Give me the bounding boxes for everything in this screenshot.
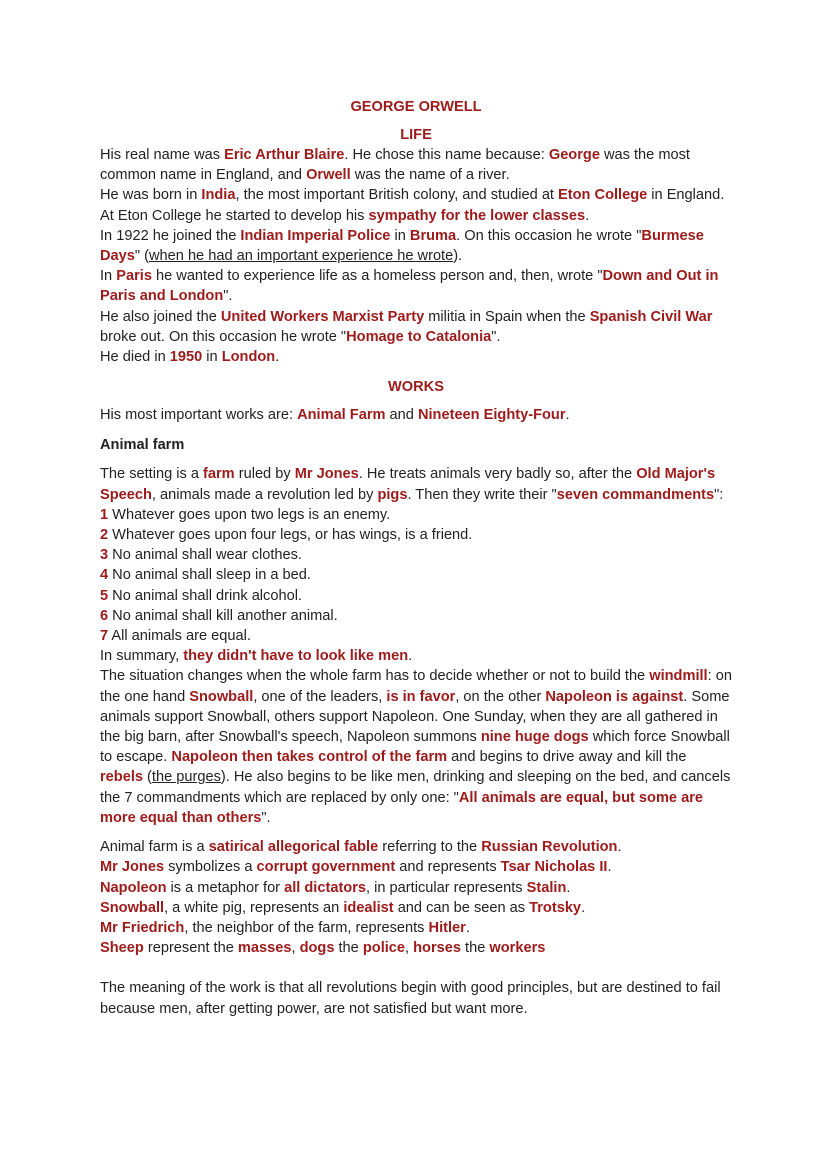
commandment-text: Whatever goes upon four legs, or has wings, is a friend.	[108, 527, 473, 544]
commandment-number: 5	[100, 587, 109, 604]
text-line	[100, 185, 732, 205]
body-text: ".	[261, 809, 271, 826]
highlight-text: nine huge dogs	[480, 729, 589, 746]
allegory-paragraph	[100, 837, 732, 958]
body-text: the	[334, 940, 363, 957]
text-line	[100, 145, 732, 185]
body-text: " (	[134, 248, 149, 265]
body-text: .	[275, 349, 280, 366]
section-heading-works: WORKS	[388, 379, 444, 396]
commandment-text: No animal shall drink alcohol.	[108, 587, 302, 604]
commandment-text: No animal shall kill another animal.	[108, 607, 338, 624]
highlight-text: seven commandments	[556, 486, 715, 503]
body-text: , on the other	[455, 688, 546, 705]
highlight-text: Burmese Days	[100, 227, 704, 265]
highlight-text: Animal Farm	[297, 407, 386, 424]
body-text: is a metaphor for	[166, 879, 285, 896]
commandment-item	[100, 586, 732, 606]
highlight-text: Mr Jones	[100, 859, 165, 876]
highlight-text: Paris	[116, 268, 152, 285]
body-text: In summary,	[100, 648, 184, 665]
body-text: and	[385, 407, 418, 424]
highlight-text: Mr Friedrich	[100, 919, 185, 936]
highlight-text: Napoleon is against	[545, 688, 684, 705]
highlight-text: Trotsky	[529, 899, 582, 916]
highlight-text: rebels	[100, 769, 143, 786]
highlight-text: Nineteen Eighty-Four	[417, 407, 566, 424]
highlight-text: idealist	[343, 899, 394, 916]
body-text: which force Snowball to escape.	[100, 729, 730, 766]
body-text: He died in	[100, 349, 170, 366]
highlight-text: Napoleon	[100, 879, 167, 896]
body-text: ). He also begins to be like men, drinking and sleeping on the bed, and cancels the 7 commandments which are replaced by only one: "	[100, 769, 731, 806]
commandment-item	[100, 505, 732, 525]
setting-paragraph	[100, 464, 732, 504]
body-text: militia in Spain when the	[424, 308, 590, 325]
commandment-item	[100, 626, 732, 646]
highlight-text: Russian Revolution	[481, 839, 618, 856]
commandment-number: 7	[100, 628, 109, 645]
body-text: His real name was	[100, 147, 225, 163]
highlight-text: Stalin	[526, 879, 567, 896]
highlight-text: farm	[203, 466, 235, 483]
highlight-text: workers	[489, 940, 546, 957]
highlight-text: All animals are equal, but some are more equal than others	[100, 789, 704, 826]
commandment-text: All animals are equal.	[108, 628, 251, 645]
highlight-text: Hitler	[428, 919, 466, 936]
highlight-text: sympathy for the lower classes	[368, 207, 586, 224]
highlight-text: Sheep	[100, 940, 144, 957]
commandment-item	[100, 525, 732, 545]
body-text: . He treats animals very badly so, after the	[358, 466, 637, 483]
highlight-text: London	[221, 349, 276, 366]
body-text: in	[202, 349, 222, 366]
body-text: He was born in	[100, 187, 202, 204]
commandment-text: Whatever goes upon two legs is an enemy.	[108, 506, 391, 523]
body-text: ruled by	[234, 466, 295, 483]
body-text: and represents	[395, 859, 501, 876]
body-text: (	[143, 769, 152, 786]
body-text: . He chose this name because:	[344, 147, 549, 163]
document-page	[100, 97, 732, 1019]
text-line	[100, 918, 732, 938]
highlight-text: Napoleon then takes control of the farm	[171, 749, 448, 766]
body-text: ":	[714, 486, 724, 503]
body-text: In	[100, 268, 117, 285]
highlight-text: pigs	[377, 486, 408, 503]
text-line	[100, 307, 732, 347]
commandments-list	[100, 505, 732, 646]
commandment-text: No animal shall sleep in a bed.	[108, 567, 311, 584]
highlight-text: Snowball	[100, 899, 165, 916]
highlight-text: windmill	[649, 668, 708, 685]
highlight-text: Indian Imperial Police	[240, 227, 391, 244]
highlight-text: George	[548, 147, 600, 163]
body-text: he wanted to experience life as a homeless person and, then, wrote "	[151, 268, 603, 285]
highlight-text: Old Major's Speech	[100, 466, 716, 503]
text-line	[100, 226, 732, 266]
highlight-text: all dictators	[284, 879, 367, 896]
commandment-text: No animal shall wear clothes.	[108, 547, 302, 564]
body-text: and begins to drive away and kill the	[447, 749, 687, 766]
text-line	[100, 347, 732, 367]
body-text: Animal farm is a	[100, 839, 209, 856]
commandment-number: 6	[100, 607, 109, 624]
text-line	[100, 938, 732, 958]
body-text: ".	[223, 288, 233, 305]
body-text: referring to the	[378, 839, 482, 856]
section-heading-life: LIFE	[400, 127, 432, 143]
body-text: in	[390, 227, 410, 244]
body-text: .	[566, 879, 571, 896]
body-text: .	[607, 859, 612, 876]
commandment-item	[100, 565, 732, 585]
body-text: , in particular represents	[366, 879, 527, 896]
subheading-animal-farm: Animal farm	[100, 437, 185, 454]
body-text: The setting is a	[100, 466, 204, 483]
body-text: ,	[405, 940, 414, 957]
highlight-text: police	[362, 940, 406, 957]
underlined-text: the purges	[151, 769, 221, 786]
body-text: His most important works are:	[100, 407, 298, 424]
text-line	[100, 898, 732, 918]
body-text: symbolizes a	[164, 859, 257, 876]
body-text: .	[565, 407, 570, 424]
body-text: At Eton College he started to develop his	[100, 207, 369, 224]
highlight-text: they didn't have to look like men	[183, 648, 409, 665]
body-text: , the most important British colony, and studied at	[235, 187, 559, 204]
highlight-text: 1950	[169, 349, 203, 366]
body-text: was the name of a river.	[350, 167, 510, 184]
body-text: In 1922 he joined the	[100, 227, 241, 244]
commandment-number: 1	[100, 506, 109, 523]
text-line	[100, 206, 732, 226]
body-text: , a white pig, represents an	[164, 899, 344, 916]
commandment-item	[100, 545, 732, 565]
highlight-text: dogs	[299, 940, 335, 957]
situation-paragraph	[100, 666, 732, 828]
commandment-number: 4	[100, 567, 109, 584]
body-text: ,	[291, 940, 300, 957]
summary-line	[100, 646, 732, 666]
text-line	[100, 266, 732, 306]
text-line	[100, 857, 732, 877]
commandment-number: 2	[100, 527, 109, 544]
highlight-text: corrupt government	[256, 859, 396, 876]
highlight-text: Mr Jones	[294, 466, 359, 483]
document-title: GEORGE ORWELL	[350, 99, 482, 115]
body-text: broke out. On this occasion he wrote "	[100, 328, 347, 345]
body-text: in England.	[647, 187, 725, 204]
body-text: .	[585, 207, 590, 224]
highlight-text: satirical allegorical fable	[208, 839, 379, 856]
body-text: and can be seen as	[393, 899, 530, 916]
commandment-item	[100, 606, 732, 626]
highlight-text: Spanish Civil War	[589, 308, 713, 325]
highlight-text: Orwell	[306, 167, 351, 184]
highlight-text: Down and Out in Paris and London	[100, 268, 719, 305]
highlight-text: India	[201, 187, 236, 204]
highlight-text: masses	[237, 940, 292, 957]
body-text: the	[461, 940, 490, 957]
body-text: ).	[453, 248, 463, 265]
body-text: : on the one hand	[100, 668, 732, 705]
highlight-text: Snowball	[189, 688, 254, 705]
highlight-text: Bruma	[409, 227, 457, 244]
body-text: , the neighbor of the farm, represents	[184, 919, 429, 936]
body-text: .	[465, 919, 470, 936]
body-text: represent the	[143, 940, 238, 957]
body-text: .	[408, 648, 413, 665]
text-line	[100, 837, 732, 857]
highlight-text: Eton College	[558, 187, 648, 204]
commandment-number: 3	[100, 547, 109, 564]
body-text: ".	[491, 328, 501, 345]
body-text: The meaning of the work is that all revolutions begin with good principles, but are destined to fail because men, after getting power, are not satisfied but want more.	[100, 980, 721, 1017]
body-text: , animals made a revolution led by	[151, 486, 378, 503]
highlight-text: is in favor	[386, 688, 456, 705]
body-text: , one of the leaders,	[253, 688, 387, 705]
highlight-text: horses	[413, 940, 461, 957]
body-text: .	[581, 899, 586, 916]
highlight-text: Eric Arthur Blaire	[224, 147, 345, 163]
highlight-text: Tsar Nicholas II	[500, 859, 608, 876]
text-line	[100, 878, 732, 898]
body-text: . On this occasion he wrote "	[456, 227, 642, 244]
meaning-paragraph	[100, 978, 732, 1018]
body-text: . Some animals support Snowball, others support Napoleon. One Sunday, when they are all gathered in the big barn, after Snowball's speech, Napoleon summons	[100, 688, 730, 746]
life-paragraph	[100, 145, 732, 367]
underlined-text: when he had an important experience he wrote	[149, 248, 454, 265]
body-text: .	[617, 839, 622, 856]
highlight-text: Homage to Catalonia	[346, 328, 492, 345]
highlight-text: United Workers Marxist Party	[220, 308, 425, 325]
body-text: . Then they write their "	[407, 486, 557, 503]
works-intro	[100, 405, 732, 425]
body-text: The situation changes when the whole farm has to decide whether or not to build the	[100, 668, 650, 685]
body-text: He also joined the	[100, 308, 221, 325]
body-text: was the most common name in England, and	[100, 147, 690, 184]
